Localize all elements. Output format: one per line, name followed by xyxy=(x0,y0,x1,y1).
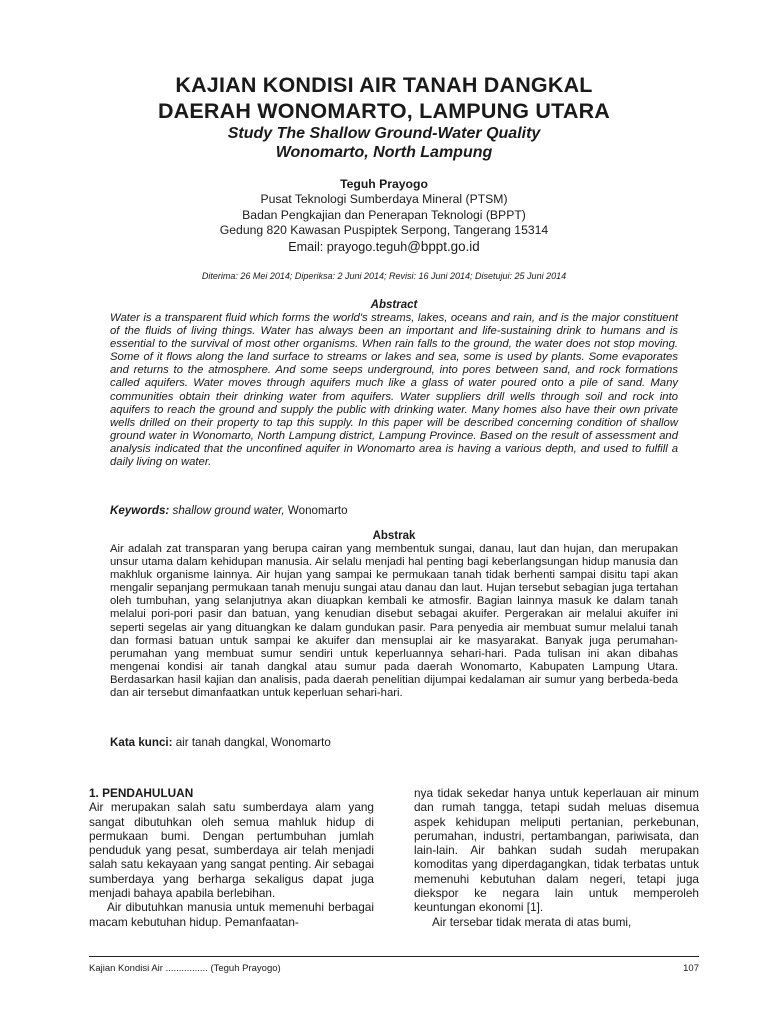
abstract-heading: Abstract xyxy=(370,299,418,311)
keywords xyxy=(110,504,678,518)
title-line-2: DAERAH WONOMARTO, LAMPUNG UTARA xyxy=(157,99,611,123)
abstrak-heading: Abstrak xyxy=(372,530,416,542)
page-footer xyxy=(89,963,699,974)
keywords-label: Keywords: xyxy=(110,504,170,517)
paragraph: nya tidak sekedar hanya untuk keperlauan air minum dan rumah tangga, tetapi sudah meluas disemua aspek kehidupan meliputi pertanian, perkebunan, perumahan, industri, pertambangan, pariwisata, dan lain-lain. Air bahkan sudah sudah merupakan komoditas yang diperdagangkan, tidak terbatas untuk memenuhi kebutuhan dalam negeri, tetapi juga diekspor ke negara lain untuk memperoleh keuntungan ekonomi [1]. xyxy=(414,786,699,915)
section-heading-pendahuluan: 1. PENDAHULUAN xyxy=(89,786,194,800)
english-title-line-2: Wonomarto, North Lampung xyxy=(275,144,493,161)
body-column-left xyxy=(89,786,374,929)
english-title-line-1: Study The Shallow Ground-Water Quality xyxy=(227,125,541,142)
affiliation-1: Pusat Teknologi Sumberdaya Mineral (PTSM) xyxy=(260,192,508,207)
body-column-right xyxy=(414,786,699,929)
keywords-plain: Wonomarto xyxy=(287,504,348,517)
abstract-text: Water is a transparent fluid which forms the world's streams, lakes, oceans and rain, and is the major constituent of the fluids of living things. Water has always been an important and life-sustaining drink to humans and is essential to the survival of most other organisms. When rain falls to the ground, the water does not stop moving. Some of it flows along the land surface to streams or lakes and sea, some is used by plants. Some evaporates and returns to the atmosphere. And some seeps underground, into pores between sand, and rock formations called aquifers. Water moves through aquifers much like a glass of water poured onto a pile of sand. Many communities obtain their drinking water from aquifers. Water suppliers drill wells through soil and rock into aquifers to reach the ground and supply the public with drinking water. Many homes also have their own private wells drilled on their property to tap this supply. In this paper will be described concerning condition of shallow ground water in Wonomarto, North Lampung district, Lampung Province. Based on the result of assessment and analysis indicated that the unconfined aquifer in Wonomarto area is having a various depth, and used to fulfill a daily living on water. xyxy=(110,312,678,469)
email-domain: @bppt.go.id xyxy=(407,238,480,254)
running-footer: Kajian Kondisi Air ................ (Teguh Prayogo) xyxy=(89,963,281,974)
address: Gedung 820 Kawasan Puspiptek Serpong, Tangerang 15314 xyxy=(219,223,549,238)
title-line-1: KAJIAN KONDISI AIR TANAH DANGKAL xyxy=(175,73,593,97)
email-label: Email: prayogo.teguh xyxy=(288,239,408,254)
paragraph: Air merupakan salah satu sumberdaya alam yang sangat dibutuhkan oleh semua mahluk hidup di permukaan bumi. Dengan pertumbuhan jumlah penduduk yang pesat, sumberdaya air telah menjadi salah satu kekayaan yang sangat penting. Air sebagai sumberdaya yang berharga sekaligus dapat juga menjadi bahaya apabila berlebihan. xyxy=(89,800,374,901)
paragraph: Air dibutuhkan manusia untuk memenuhi berbagai macam kebutuhan hidup. Pemanfaatan- xyxy=(89,900,374,929)
page-number: 107 xyxy=(683,963,699,974)
submission-dates: Diterima: 26 Mei 2014; Diperiksa: 2 Juni 2014; Revisi: 16 Juni 2014; Disetujui: 25 Juni 2014 xyxy=(201,271,567,281)
affiliation-2: Badan Pengkajian dan Penerapan Teknologi (BPPT) xyxy=(242,207,526,222)
abstrak-text: Air adalah zat transparan yang berupa cairan yang membentuk sungai, danau, laut dan hujan, dan merupakan unsur utama dalam kehidupan manusia. Air selalu menjadi hal penting bagi keberlangsungan hidup manusia dan makhluk organisme lainnya. Air hujan yang sampai ke permukaan tanah tidak berhenti sampai disitu tapi akan mengalir sepanjang permukaan tanah menuju sungai atau danau dan laut. Hujan tersebut sebagian juga tertahan oleh tumbuhan, yang selanjutnya akan diuapkan kembali ke atmosfir. Bagian lainnya masuk ke dalam tanah melalui pori-pori pasir dan batuan, yang kenudian disebut sebagai akuifer. Pergerakan air melalui akuifer ini seperti segelas air yang dituangkan ke dalam gundukan pasir. Para penyedia air membuat sumur melalui tanah dan formasi batuan untuk sampai ke akuifer dan mensuplai air ke masyarakat. Banyak juga perumahan-perumahan yang membuat sumur sendiri untuk keperluannya sehari-hari. Pada tulisan ini akan dibahas mengenai kondisi air tanah dangkal atau sumur pada daerah Wonomarto, Kabupaten Lampung Utara. Berdasarkan hasil kajian dan analisis, pada daerah penelitian dijumpai kedalaman air sumur yang berbeda-beda dan air tersebut dimanfaatkan untuk keperluan sehari-hari. xyxy=(110,543,678,700)
kata-kunci-label: Kata kunci: xyxy=(110,736,173,749)
kata-kunci xyxy=(110,736,678,750)
keywords-italic: shallow ground water, xyxy=(172,504,285,517)
title-block xyxy=(80,72,688,162)
author-name: Teguh Prayogo xyxy=(340,177,428,191)
author-block xyxy=(120,177,648,255)
paragraph: Air tersebar tidak merata di atas bumi, xyxy=(432,914,632,929)
email-line xyxy=(120,239,648,255)
kata-kunci-value: air tanah dangkal, Wonomarto xyxy=(175,736,331,749)
footer-divider xyxy=(89,956,699,957)
